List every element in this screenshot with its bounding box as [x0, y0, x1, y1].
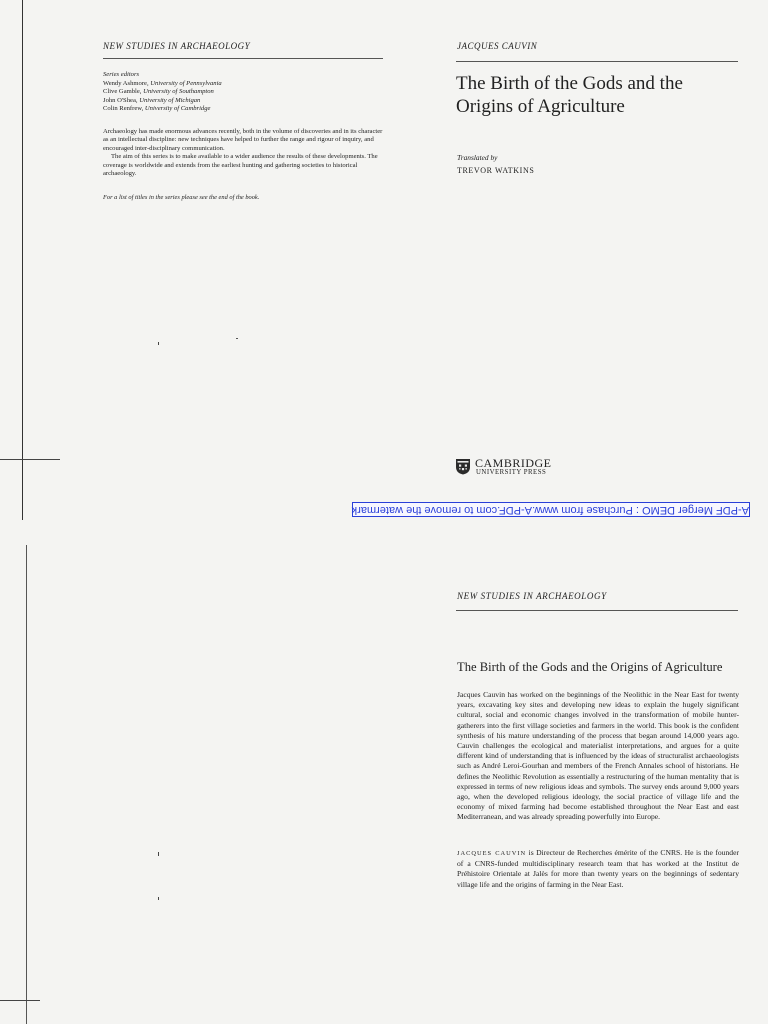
book-description: Jacques Cauvin has worked on the beginnings of the Neolithic in the Near East for twenty years, excavating key sites and developing new ideas to explain the hugely significant cultural, social and economic changes involved in the transformation of mobile hunter-gatherers into the first village societies and farmers in the world. This book is the confident synthesis of his mature understanding of the process that began around 14,000 years ago. Cauvin challenges the ecological and materialist interpretations, and argues for a quite different kind of understanding that is influenced by the ideas of structuralist archaeologists such as André Leroi-Gourhan and members of the French Annales school of historians. He defines the Neolithic Revolution as essentially a restructuring of the human mentality that is expressed in terms of new religious ideas and symbols. The survey ends around 9,000 years ago, when the developed religious ideology, the social practice of village life and the economy of mixed farming had become established throughout the Near East and east Mediterranean, and was already spreading powerfully into Europe.: [457, 690, 739, 822]
series-header: NEW STUDIES IN ARCHAEOLOGY: [103, 41, 251, 51]
series-editors-label: Series editors: [103, 71, 140, 78]
cambridge-shield-icon: [455, 458, 471, 475]
editor-affiliation: University of Southampton: [143, 88, 214, 96]
editor-entry: [103, 105, 383, 114]
watermark-text: A-PDF Merger DEMO : Purchase from www.A-PDF.com to remove the watermark: [351, 504, 749, 516]
scan-speck: [158, 852, 159, 856]
editor-name: Wendy Ashmore,: [103, 79, 149, 87]
scan-edge-line-top: [22, 0, 23, 520]
editor-name: Clive Gamble,: [103, 88, 142, 96]
author-bio: [457, 848, 739, 890]
watermark-banner: [352, 502, 750, 517]
scan-edge-tick: [0, 459, 60, 460]
series-editors-list: [103, 71, 383, 114]
series-header: NEW STUDIES IN ARCHAEOLOGY: [457, 591, 607, 601]
scan-speck: [158, 342, 159, 345]
blurb-title: The Birth of the Gods and the Origins of Agriculture: [457, 660, 723, 674]
header-rule: [456, 61, 738, 62]
editor-affiliation: University of Cambridge: [144, 105, 211, 113]
editor-entry: [103, 80, 383, 89]
author-bio-text: is Directeur de Recherches émérite of the CNRS. He is the founder of a CNRS-funded multidisciplinary research team that has worked at the Institut de Préhistoire Orientale at Jalès for more than twenty years on the beginnings of sedentary village life and the origins of farming in the Near East.: [457, 848, 739, 889]
titles-note: For a list of titles in the series please see the end of the book.: [103, 194, 260, 201]
header-rule: [456, 610, 738, 611]
publisher-logo: [455, 456, 565, 478]
editor-name: Colin Renfrew,: [103, 105, 144, 113]
editor-entry: [103, 88, 383, 97]
book-title-line: Origins of Agriculture: [456, 96, 625, 117]
translator-name: TREVOR WATKINS: [457, 166, 535, 175]
header-rule: [103, 58, 383, 59]
editor-entry: [103, 97, 383, 106]
series-description-para: Archaeology has made enormous advances recently, both in the volume of discoveries and in its character as an intellectual discipline: new techniques have helped to further the range and rigour of inquiry, and encouraged inter-disciplinary communication.: [103, 128, 383, 152]
author-header: JACQUES CAUVIN: [457, 41, 538, 51]
scan-edge-line-bottom: [26, 545, 27, 1024]
translated-by-label: Translated by: [457, 153, 498, 162]
scan-speck: [158, 897, 159, 900]
series-description-para: The aim of this series is to make available to a wider audience the results of these developments. The coverage is worldwide and extends from the earliest hunting and gathering societies to historical archaeology.: [103, 153, 378, 178]
editor-affiliation: University of Michigan: [139, 96, 201, 104]
author-name-smallcaps: JACQUES CAUVIN: [457, 850, 527, 857]
editor-name: John O'Shea,: [103, 96, 138, 104]
book-title: [456, 72, 756, 118]
editor-affiliation: University of Pennsylvania: [150, 79, 222, 87]
publisher-subtitle: UNIVERSITY PRESS: [476, 469, 547, 476]
publisher-name: CAMBRIDGE: [475, 456, 552, 470]
scan-edge-tick: [0, 1000, 40, 1001]
series-description: [103, 128, 383, 178]
scan-speck: [236, 338, 238, 339]
book-title-line: The Birth of the Gods and the: [456, 73, 683, 94]
